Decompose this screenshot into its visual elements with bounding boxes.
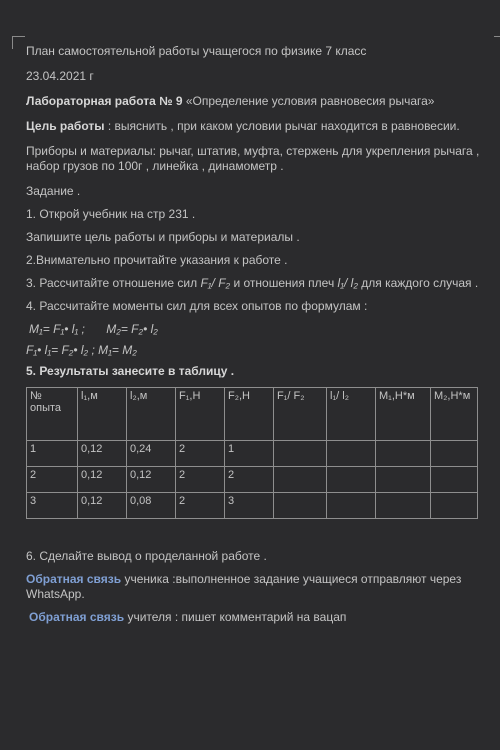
lab-topic: «Определение условия равновесия рычага» [185,94,435,108]
formula-line-2: F₁• l₁= F₂• l₂ ; M₁= M₂ [26,343,137,357]
feedback-student [26,572,486,587]
lab-title [26,94,486,109]
table-row [27,493,478,519]
task-item-6: 6. Сделайте вывод о проделанной работе . [26,549,267,563]
document-title: План самостоятельной работы учащегося по физике 7 класс [26,44,367,58]
formula-line-1 [26,322,486,337]
formula-m2: M₂= F₂• l₂ [106,322,158,336]
table-cell [431,467,478,493]
table-row [27,441,478,467]
materials-line-2: набор грузов по 100г , линейка , динамометр . [26,159,284,173]
lab-number: Лабораторная работа № 9 [26,94,183,108]
task-item-3-e: для каждого случая . [357,276,479,290]
table-header-cell: № опыта [27,388,78,441]
table-header-cell: M₂,Н*м [431,388,478,441]
corner-mark-right [494,36,500,49]
task-title: Задание . [26,184,81,198]
table-cell [274,467,327,493]
table-cell [327,493,376,519]
table-cell [376,493,431,519]
table-cell: 0,24 [127,441,176,467]
task-item-1: 1. Открой учебник на стр 231 . [26,207,196,221]
table-header-cell: F₁/ F₂ [274,388,327,441]
table-cell: 0,12 [78,441,127,467]
table-cell: 0,08 [127,493,176,519]
goal-line [26,119,486,134]
table-cell: 1 [27,441,78,467]
feedback-teacher [29,610,486,625]
table-cell [327,467,376,493]
table-cell: 0,12 [78,467,127,493]
results-table [26,387,478,519]
task-item-5: 5. Результаты занесите в таблицу . [26,364,235,378]
table-cell: 2 [27,467,78,493]
table-cell: 2 [176,467,225,493]
feedback-student-line-2: WhatsApp. [26,587,85,601]
table-cell: 3 [27,493,78,519]
table-cell [274,493,327,519]
table-cell: 2 [176,441,225,467]
feedback-teacher-text: учителя : пишет комментарий на вацап [124,610,347,624]
table-header-cell: l₁/ l₂ [327,388,376,441]
feedback-student-text: ученика :выполненное задание учащиеся отправляют через [121,572,462,586]
table-cell [274,441,327,467]
task-item-3-a: 3. Рассчитайте отношение сил [26,276,201,290]
corner-mark [12,36,25,49]
goal-text: : выяснить , при каком условии рычаг находится в равновесии. [107,119,460,133]
force-ratio: F₁/ F₂ [200,276,231,290]
document-date: 23.04.2021 г [26,69,94,83]
table-header-cell: F₂,Н [225,388,274,441]
task-item-1b: Запишите цель работы и приборы и материалы . [26,230,300,244]
document-page [26,44,486,625]
table-cell: 2 [176,493,225,519]
table-cell: 0,12 [127,467,176,493]
table-header-cell: M₁,Н*м [376,388,431,441]
table-cell [376,467,431,493]
table-header-cell: l₂,м [127,388,176,441]
table-cell: 1 [225,441,274,467]
table-cell [431,441,478,467]
goal-label: Цель работы [26,119,105,133]
table-cell: 0,12 [78,493,127,519]
table-header-cell: F₁,Н [176,388,225,441]
feedback-teacher-label: Обратная связь [29,610,125,624]
table-cell [376,441,431,467]
formula-m1: M₁= F₁• l₁ ; [29,322,85,336]
table-cell [431,493,478,519]
table-cell: 2 [225,467,274,493]
arm-ratio: l₁/ l₂ [337,276,358,290]
feedback-student-label: Обратная связь [26,572,122,586]
table-header-row [27,388,478,441]
table-header-cell: l₁,м [78,388,127,441]
table-cell: 3 [225,493,274,519]
task-item-4: 4. Рассчитайте моменты сил для всех опытов по формулам : [26,299,368,313]
table-row [27,467,478,493]
materials-line-1: Приборы и материалы: рычаг, штатив, муфта, стержень для укрепления рычага , [26,144,480,158]
task-item-2: 2.Внимательно прочитайте указания к работе . [26,253,288,267]
task-item-3-c: и отношения плеч [230,276,338,290]
table-cell [327,441,376,467]
task-item-3 [26,276,486,291]
